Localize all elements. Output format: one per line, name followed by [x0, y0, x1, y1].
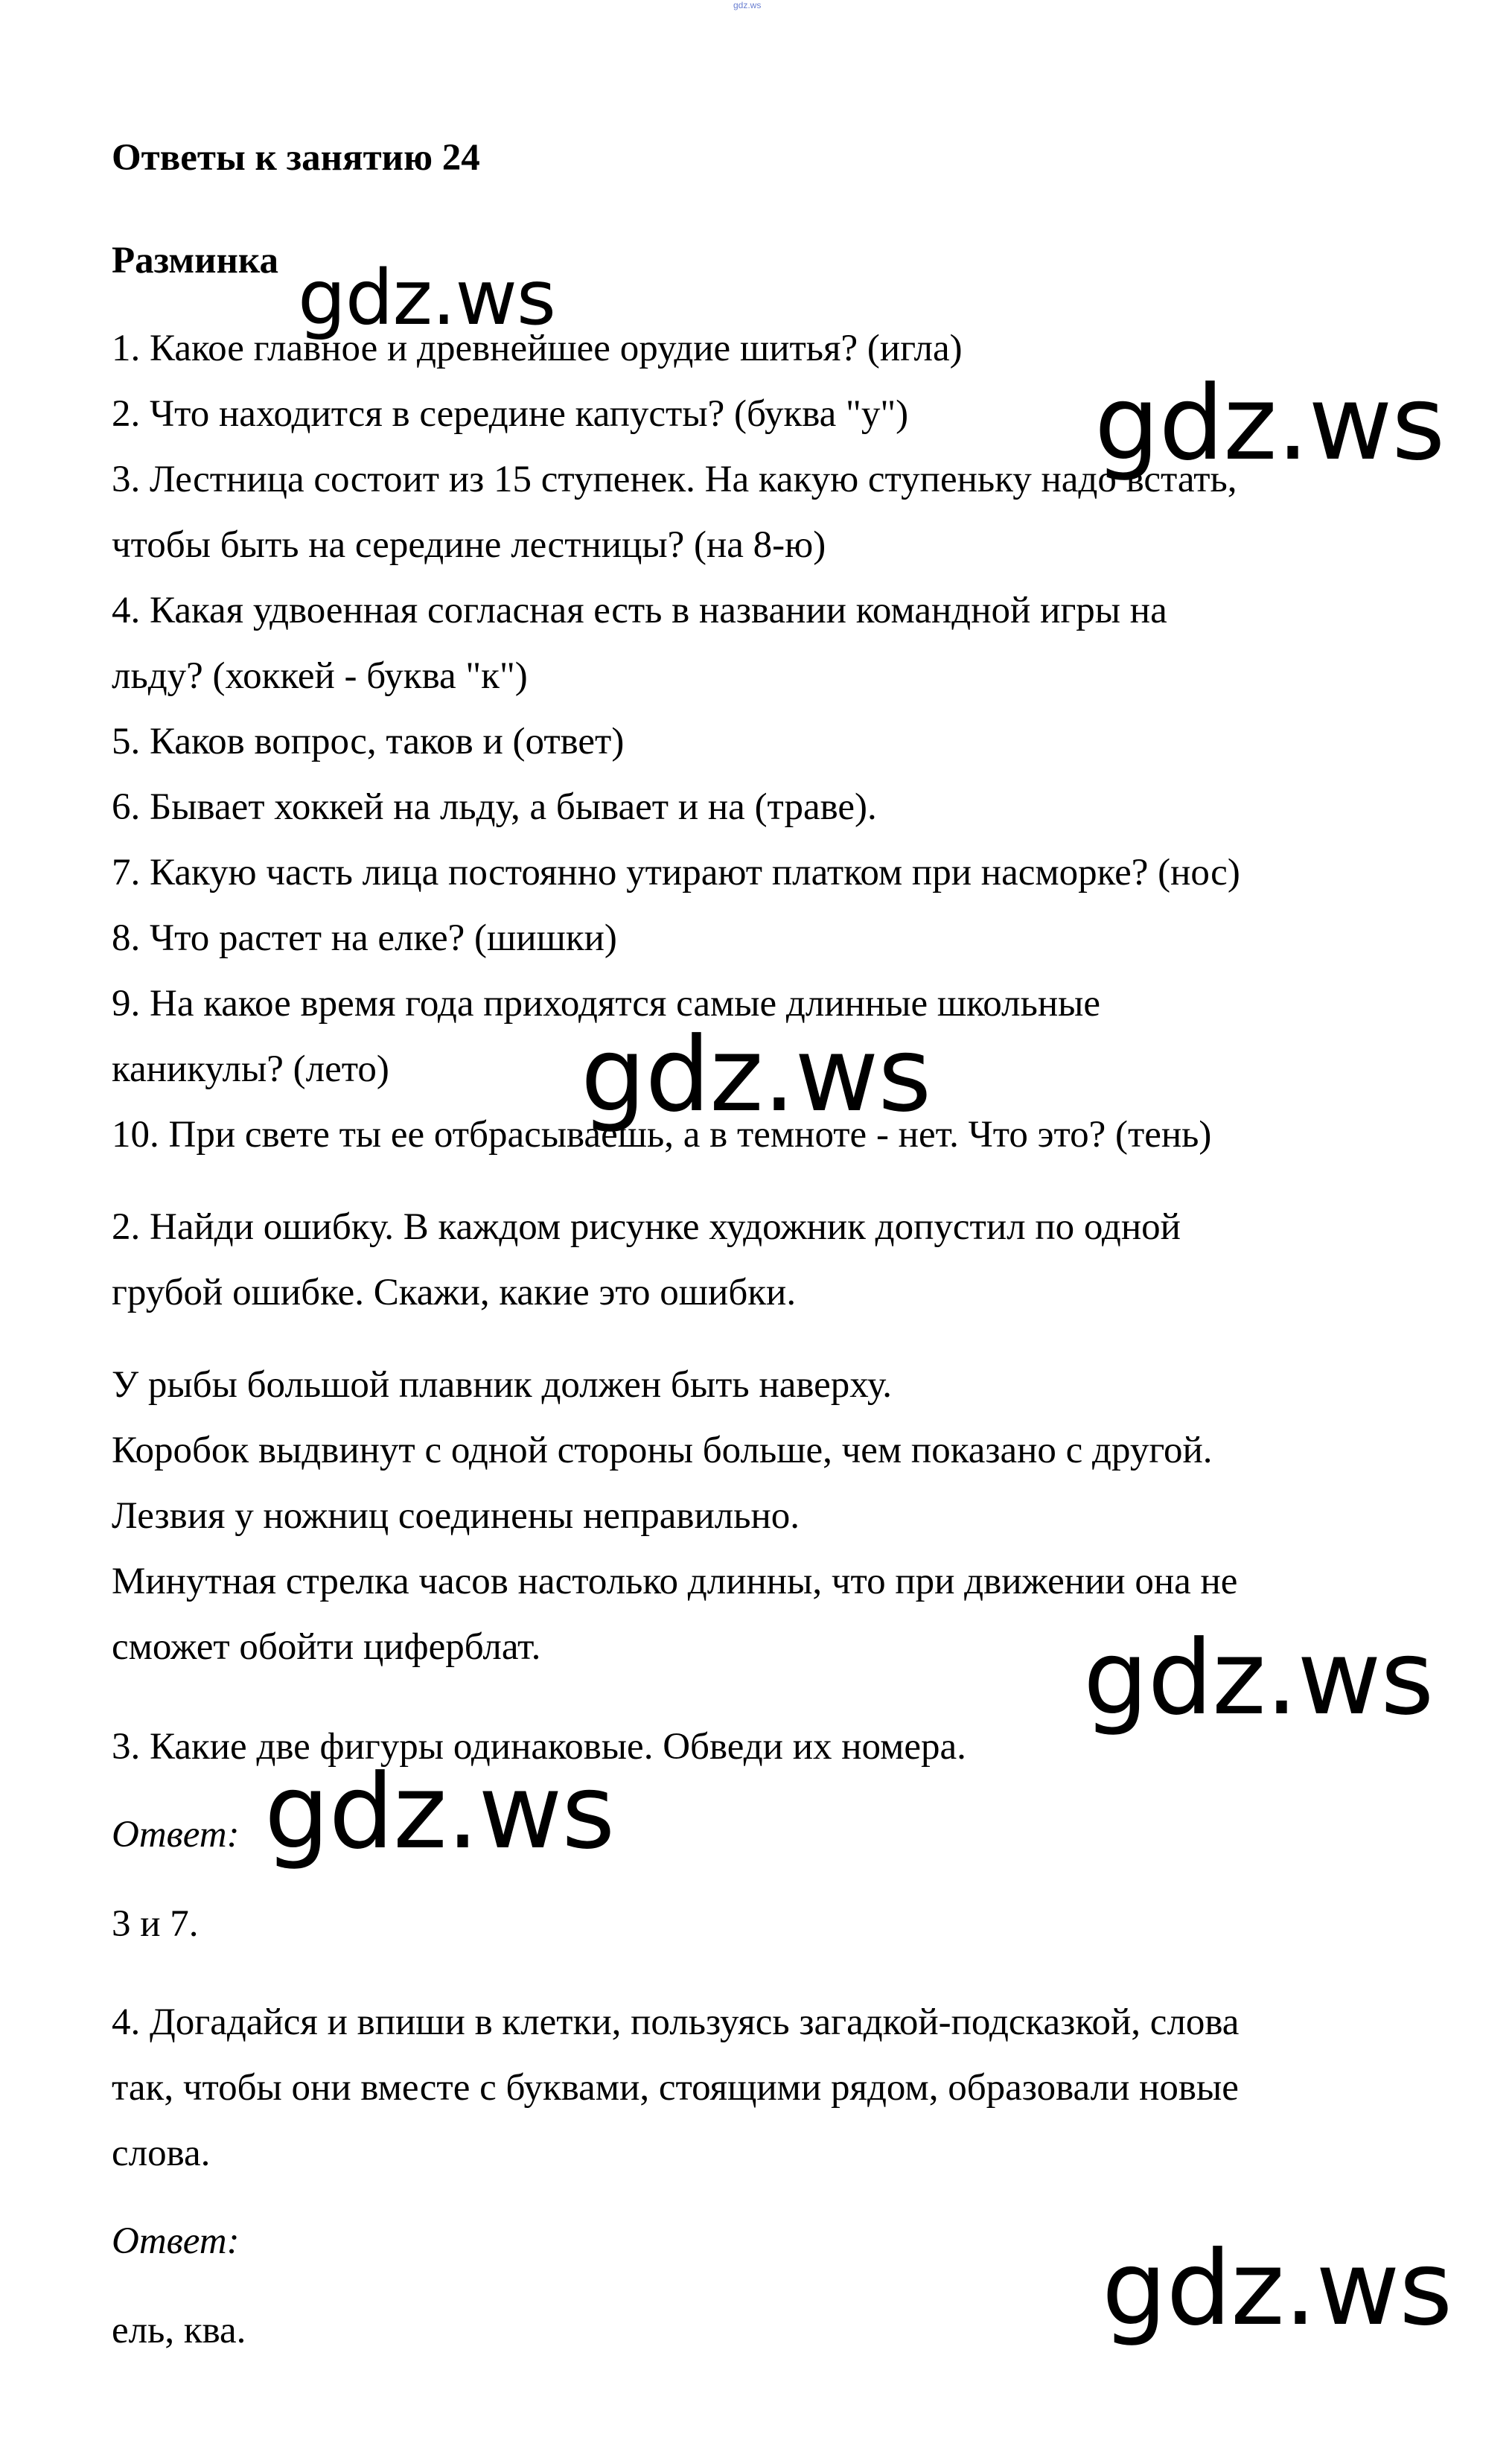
watermark: gdz.ws	[264, 1752, 615, 1872]
warmup-line: 8. Что растет на елке? (шишки)	[112, 917, 617, 959]
warmup-line: льду? (хоккей - буква "к")	[112, 655, 528, 697]
task2-answer-line: У рыбы большой плавник должен быть наверху.	[112, 1364, 892, 1406]
top-watermark: gdz.ws	[733, 0, 762, 10]
warmup-line: 2. Что находится в середине капусты? (буква "у")	[112, 393, 909, 435]
task2-line: грубой ошибке. Скажи, какие это ошибки.	[112, 1272, 797, 1313]
task4-line: слова.	[112, 2132, 211, 2174]
task3-answer-label: Ответ:	[112, 1814, 240, 1856]
watermark: gdz.ws	[581, 1015, 931, 1135]
task4-line: 4. Догадайся и впиши в клетки, пользуясь загадкой-подсказкой, слова	[112, 2001, 1240, 2043]
warmup-line: 9. На какое время года приходятся самые длинные школьные	[112, 983, 1101, 1025]
watermark: gdz.ws	[1102, 2229, 1452, 2348]
task4-line: так, чтобы они вместе с буквами, стоящими рядом, образовали новые	[112, 2067, 1239, 2109]
task2-line: 2. Найди ошибку. В каждом рисунке художник допустил по одной	[112, 1206, 1181, 1248]
task4-answer-label: Ответ:	[112, 2220, 240, 2262]
page-title: Ответы к занятию 24	[112, 137, 480, 179]
task2-answer-line: сможет обойти циферблат.	[112, 1626, 541, 1668]
warmup-line: 3. Лестница состоит из 15 ступенек. На какую ступеньку надо встать,	[112, 459, 1237, 500]
warmup-line: 5. Каков вопрос, таков и (ответ)	[112, 721, 625, 762]
warmup-line: каникулы? (лето)	[112, 1048, 389, 1090]
watermark: gdz.ws	[298, 254, 556, 343]
watermark: gdz.ws	[1083, 1618, 1434, 1738]
task4-answer: ель, ква.	[112, 2310, 246, 2351]
warmup-line: 1. Какое главное и древнейшее орудие шитья? (игла)	[112, 328, 963, 369]
warmup-line: 7. Какую часть лица постоянно утирают платком при насморке? (нос)	[112, 852, 1240, 894]
warmup-line: 10. При свете ты ее отбрасываешь, а в темноте - нет. Что это? (тень)	[112, 1114, 1212, 1156]
section-title: Разминка	[112, 240, 279, 281]
task2-answer-line: Коробок выдвинут с одной стороны больше, чем показано с другой.	[112, 1430, 1213, 1471]
task2-answer-line: Минутная стрелка часов настолько длинны, что при движении она не	[112, 1561, 1238, 1602]
warmup-line: 4. Какая удвоенная согласная есть в названии командной игры на	[112, 590, 1167, 631]
task3-answer: 3 и 7.	[112, 1903, 199, 1945]
warmup-line: чтобы быть на середине лестницы? (на 8-ю)	[112, 524, 826, 566]
watermark: gdz.ws	[1094, 363, 1445, 483]
task3-question: 3. Какие две фигуры одинаковые. Обведи их номера.	[112, 1726, 966, 1768]
warmup-line: 6. Бывает хоккей на льду, а бывает и на (траве).	[112, 786, 877, 828]
task2-answer-line: Лезвия у ножниц соединены неправильно.	[112, 1495, 800, 1537]
